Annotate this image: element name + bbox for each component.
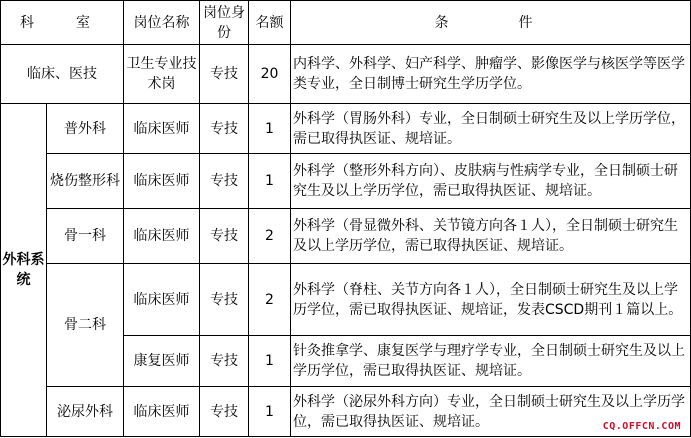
sub-dept-cell: 普外科: [47, 104, 124, 154]
table-row: [1, 154, 691, 209]
conditions-cell: 针灸推拿学、康复医学与理疗学专业，全日制硕士研究生及以上学历学位，需已取得执医证、规培证。: [291, 336, 691, 387]
header-row: [1, 1, 691, 45]
quota-cell: 1: [249, 387, 291, 437]
post-name-cell: 临床医师: [124, 264, 200, 336]
quota-cell: 1: [249, 104, 291, 154]
quota-cell: 2: [249, 209, 291, 264]
identity-cell: 专技: [200, 336, 249, 387]
quota-cell: 1: [249, 336, 291, 387]
sub-dept-cell: 骨一科: [47, 209, 124, 264]
identity-cell: 专技: [200, 104, 249, 154]
identity-cell: 专技: [200, 387, 249, 437]
header-conditions: 条 件: [291, 1, 691, 45]
sub-dept-cell: 烧伤整形科: [47, 154, 124, 209]
quota-cell: 20: [249, 45, 291, 104]
table-row: [1, 45, 691, 104]
conditions-cell: 外科学（骨显微外科、关节镜方向各１人），全日制硕士研究生及以上学历学位，需已取得执医证、规培证。: [291, 209, 691, 264]
post-name-cell: 临床医师: [124, 104, 200, 154]
dept-cell: 临床、医技: [1, 45, 124, 104]
table-row: [1, 387, 691, 437]
post-name-cell: 临床医师: [124, 154, 200, 209]
table-row: [1, 209, 691, 264]
identity-cell: 专技: [200, 154, 249, 209]
site-watermark: CQ.OFFCN.COM: [602, 421, 681, 432]
post-name-cell: 卫生专业技术岗: [124, 45, 200, 104]
post-name-cell: 临床医师: [124, 209, 200, 264]
identity-cell: 专技: [200, 45, 249, 104]
conditions-cell: 外科学（整形外科方向）、皮肤病与性病学专业，全日制硕士研究生及以上学历学位，需已取得执医证、规培证。: [291, 154, 691, 209]
conditions-cell: 内科学、外科学、妇产科学、肿瘤学、影像医学与核医学等医学类专业，全日制博士研究生学历学位。: [291, 45, 691, 104]
table-row: [1, 264, 691, 336]
header-dept: 科 室: [1, 1, 124, 45]
quota-cell: 2: [249, 264, 291, 336]
header-post-identity: 岗位身份: [200, 1, 249, 45]
table-row: [1, 104, 691, 154]
identity-cell: 专技: [200, 209, 249, 264]
conditions-cell: 外科学（胃肠外科）专业，全日制硕士研究生及以上学历学位，需已取得执医证、规培证。: [291, 104, 691, 154]
quota-cell: 1: [249, 154, 291, 209]
conditions-cell: 外科学（泌尿外科方向）专业，全日制硕士研究生及以上学历学位，需已取得执医证、规培证。: [291, 387, 691, 437]
sub-dept-cell: 骨二科: [47, 264, 124, 387]
post-name-cell: 康复医师: [124, 336, 200, 387]
header-quota: 名额: [249, 1, 291, 45]
group-label-surgery: 外科系统: [1, 104, 47, 437]
identity-cell: 专技: [200, 264, 249, 336]
conditions-cell: 外科学（脊柱、关节方向各１人），全日制硕士研究生及以上学历学位，需已取得执医证、规培证，发表CSCD期刊１篇以上。: [291, 264, 691, 336]
post-name-cell: 临床医师: [124, 387, 200, 437]
header-post-name: 岗位名称: [124, 1, 200, 45]
sub-dept-cell: 泌尿外科: [47, 387, 124, 437]
